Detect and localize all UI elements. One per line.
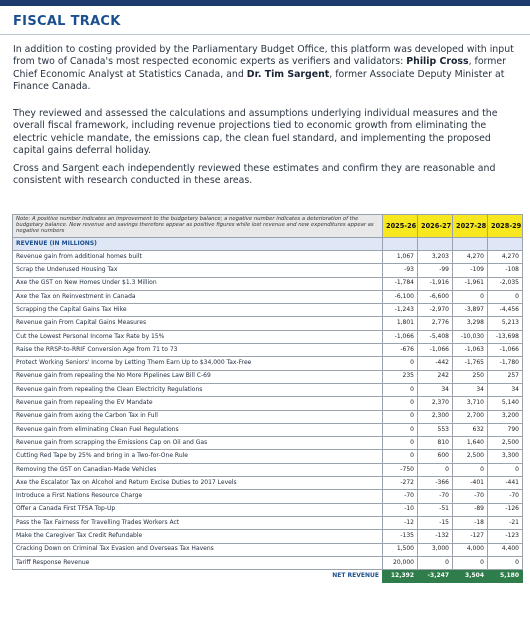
row-value: 0 <box>383 397 418 410</box>
row-label: Cut the Lowest Personal Income Tax Rate by 15% <box>13 330 383 343</box>
row-value: 600 <box>418 450 453 463</box>
row-value: 3,298 <box>453 317 488 330</box>
table-row <box>13 357 523 370</box>
row-value: -13,698 <box>488 330 523 343</box>
row-label: Axe the Escalator Tax on Alcohol and Return Excise Duties to 2017 Levels <box>13 477 383 490</box>
row-value: -21 <box>488 516 523 529</box>
table-row <box>13 516 523 529</box>
fiscal-table-container <box>12 214 522 583</box>
table-row <box>13 556 523 569</box>
row-value: 0 <box>453 463 488 476</box>
row-value: 2,776 <box>418 317 453 330</box>
table-row <box>13 304 523 317</box>
row-value: 3,200 <box>488 410 523 423</box>
row-value: 235 <box>383 370 418 383</box>
row-value: 0 <box>383 423 418 436</box>
row-value: -1,243 <box>383 304 418 317</box>
row-value: -1,784 <box>383 277 418 290</box>
table-row <box>13 344 523 357</box>
row-label: Cracking Down on Criminal Tax Evasion and Overseas Tax Havens <box>13 543 383 556</box>
expert-name: Dr. Tim Sargent <box>246 68 330 80</box>
row-label: Tariff Response Revenue <box>13 556 383 569</box>
row-value: -89 <box>453 503 488 516</box>
row-value: -1,961 <box>453 277 488 290</box>
row-value: -99 <box>418 264 453 277</box>
table-row <box>13 317 523 330</box>
row-value: -1,066 <box>418 344 453 357</box>
intro-text: , former Chief Economic Analyst at Statistics Canada, and <box>13 56 507 80</box>
row-label: Raise the RRSP-to-RRIF Conversion Age from 71 to 73 <box>13 344 383 357</box>
row-value: 5,213 <box>488 317 523 330</box>
row-value: 0 <box>383 437 418 450</box>
row-value: 0 <box>453 290 488 303</box>
row-value: -6,100 <box>383 290 418 303</box>
row-value: -70 <box>488 490 523 503</box>
row-value: 4,270 <box>488 251 523 264</box>
row-value: -70 <box>418 490 453 503</box>
intro-paragraph-1 <box>13 44 521 94</box>
row-value: 5,140 <box>488 397 523 410</box>
row-label: Revenue gain from repealing the EV Mandate <box>13 397 383 410</box>
row-value: -441 <box>488 477 523 490</box>
row-value: -401 <box>453 477 488 490</box>
net-revenue-value: -3,247 <box>418 570 453 583</box>
row-label: Removing the GST on Canadian-Made Vehicles <box>13 463 383 476</box>
table-row <box>13 251 523 264</box>
net-revenue-value: 12,392 <box>383 570 418 583</box>
table-row <box>13 477 523 490</box>
row-value: -6,600 <box>418 290 453 303</box>
table-row <box>13 530 523 543</box>
net-revenue-label: NET REVENUE <box>332 571 379 579</box>
row-label: Revenue gain From Capital Gains Measures <box>13 317 383 330</box>
row-value: -1,066 <box>488 344 523 357</box>
row-value: -5,408 <box>418 330 453 343</box>
row-value: -750 <box>383 463 418 476</box>
table-row <box>13 410 523 423</box>
row-value: -10 <box>383 503 418 516</box>
row-value: -1,063 <box>453 344 488 357</box>
section-spacer <box>453 238 488 251</box>
table-row <box>13 383 523 396</box>
row-label: Revenue gain from repealing the Clean Electricity Regulations <box>13 383 383 396</box>
row-value: 242 <box>418 370 453 383</box>
row-value: -442 <box>418 357 453 370</box>
row-label: Cutting Red Tape by 25% and bring in a Two-for-One Rule <box>13 450 383 463</box>
row-label: Revenue gain from additional homes built <box>13 251 383 264</box>
row-value: 3,203 <box>418 251 453 264</box>
row-value: 4,400 <box>488 543 523 556</box>
row-value: -93 <box>383 264 418 277</box>
row-value: -70 <box>453 490 488 503</box>
intro-text: In addition to costing provided by the Parliamentary Budget Office, this platform was developed with input from two of Canada's most respected economic experts as verifiers and validators: <box>13 44 514 68</box>
row-value: -1,916 <box>418 277 453 290</box>
row-label: Revenue gain from eliminating Clean Fuel Regulations <box>13 423 383 436</box>
section-header-row <box>13 238 523 251</box>
table-row <box>13 277 523 290</box>
row-label: Pass the Tax Fairness for Travelling Trades Workers Act <box>13 516 383 529</box>
row-label: Protect Working Seniors' Income by Letting Them Earn Up to $34,000 Tax-Free <box>13 357 383 370</box>
table-row <box>13 490 523 503</box>
row-value: -135 <box>383 530 418 543</box>
section-spacer <box>488 238 523 251</box>
table-row <box>13 290 523 303</box>
row-value: -1,765 <box>453 357 488 370</box>
table-row <box>13 543 523 556</box>
row-value: 0 <box>488 556 523 569</box>
table-row <box>13 437 523 450</box>
row-value: -10,030 <box>453 330 488 343</box>
row-value: 3,710 <box>453 397 488 410</box>
row-value: 2,500 <box>453 450 488 463</box>
row-value: 0 <box>383 357 418 370</box>
row-value: 632 <box>453 423 488 436</box>
year-header: 2028-29 <box>488 215 523 238</box>
row-value: -2,035 <box>488 277 523 290</box>
row-value: -127 <box>453 530 488 543</box>
row-value: 0 <box>383 410 418 423</box>
row-value: -12 <box>383 516 418 529</box>
row-value: -109 <box>453 264 488 277</box>
row-label: Revenue gain from repealing the No More Pipelines Law Bill C-69 <box>13 370 383 383</box>
row-value: 1,801 <box>383 317 418 330</box>
row-value: 0 <box>488 290 523 303</box>
net-revenue-value: 5,180 <box>488 570 523 583</box>
row-value: -366 <box>418 477 453 490</box>
row-label: Axe the Tax on Reinvestment in Canada <box>13 290 383 303</box>
row-value: -123 <box>488 530 523 543</box>
row-value: 20,000 <box>383 556 418 569</box>
section-spacer <box>383 238 418 251</box>
row-value: -132 <box>418 530 453 543</box>
table-row <box>13 397 523 410</box>
row-label: Axe the GST on New Homes Under $1.3 Million <box>13 277 383 290</box>
row-value: 2,300 <box>418 410 453 423</box>
table-row <box>13 503 523 516</box>
row-value: 2,370 <box>418 397 453 410</box>
row-value: 250 <box>453 370 488 383</box>
row-value: 34 <box>453 383 488 396</box>
row-value: 0 <box>488 463 523 476</box>
page-title: FISCAL TRACK <box>13 14 121 29</box>
row-value: -18 <box>453 516 488 529</box>
row-value: 790 <box>488 423 523 436</box>
year-header: 2025-26 <box>383 215 418 238</box>
intro-paragraph-2: They reviewed and assessed the calculations and assumptions underlying individual measures and the overall fiscal framework, including revenue projections tied to economic growth from eliminating the electric vehicle mandate, the emissions cap, the clean fuel standard, and implementing the proposed capital gains deferral holiday. <box>13 108 498 157</box>
row-value: -126 <box>488 503 523 516</box>
row-value: 0 <box>453 556 488 569</box>
row-value: 257 <box>488 370 523 383</box>
row-value: 3,000 <box>418 543 453 556</box>
row-value: -70 <box>383 490 418 503</box>
net-revenue-value: 3,504 <box>453 570 488 583</box>
row-value: -15 <box>418 516 453 529</box>
row-label: Revenue gain from axing the Carbon Tax in Full <box>13 410 383 423</box>
row-value: 0 <box>383 383 418 396</box>
row-value: 0 <box>418 556 453 569</box>
row-value: -1,780 <box>488 357 523 370</box>
intro-text: , former Associate Deputy Minister at Finance Canada. <box>13 68 505 93</box>
row-value: -3,897 <box>453 304 488 317</box>
title-divider <box>0 34 530 35</box>
row-value: -51 <box>418 503 453 516</box>
year-header: 2026-27 <box>418 215 453 238</box>
row-label: Scrapping the Capital Gains Tax Hike <box>13 304 383 317</box>
table-row <box>13 264 523 277</box>
row-value: 1,500 <box>383 543 418 556</box>
row-value: 1,067 <box>383 251 418 264</box>
row-value: 0 <box>383 450 418 463</box>
row-value: -1,066 <box>383 330 418 343</box>
row-value: -108 <box>488 264 523 277</box>
table-row <box>13 330 523 343</box>
expert-name: Philip Cross <box>406 56 469 68</box>
row-value: 4,000 <box>453 543 488 556</box>
row-value: 4,270 <box>453 251 488 264</box>
row-value: 3,300 <box>488 450 523 463</box>
table-note: Note: A positive number indicates an improvement to the budgetary balance; a negative number indicates a deterioration of the budgetary balance. New revenue and savings therefore appear as positive figures while lost revenue and new expenditures appear as negative numbers <box>13 215 383 238</box>
row-value: -4,456 <box>488 304 523 317</box>
year-header: 2027-28 <box>453 215 488 238</box>
table-row <box>13 370 523 383</box>
row-value: 0 <box>418 463 453 476</box>
row-value: 810 <box>418 437 453 450</box>
section-spacer <box>418 238 453 251</box>
row-value: -2,970 <box>418 304 453 317</box>
row-value: 553 <box>418 423 453 436</box>
row-value: 1,640 <box>453 437 488 450</box>
row-label: Introduce a First Nations Resource Charge <box>13 490 383 503</box>
section-title: REVENUE (IN MILLIONS) <box>13 238 383 251</box>
table-row <box>13 423 523 436</box>
row-value: 34 <box>488 383 523 396</box>
row-value: 34 <box>418 383 453 396</box>
top-accent-bar <box>0 0 530 6</box>
revenue-table <box>12 214 523 583</box>
row-value: -676 <box>383 344 418 357</box>
intro-paragraph-3: Cross and Sargent each independently reviewed these estimates and confirm they are reasonable and consistent with research conducted in these areas. <box>13 163 496 187</box>
row-value: 2,700 <box>453 410 488 423</box>
row-label: Make the Caregiver Tax Credit Refundable <box>13 530 383 543</box>
net-revenue-row <box>13 570 523 583</box>
table-header-row <box>13 215 523 238</box>
row-value: 2,500 <box>488 437 523 450</box>
table-row <box>13 463 523 476</box>
row-label: Scrap the Underused Housing Tax <box>13 264 383 277</box>
row-label: Revenue gain from scrapping the Emissions Cap on Oil and Gas <box>13 437 383 450</box>
row-value: -272 <box>383 477 418 490</box>
row-label: Offer a Canada First TFSA Top-Up <box>13 503 383 516</box>
table-row <box>13 450 523 463</box>
